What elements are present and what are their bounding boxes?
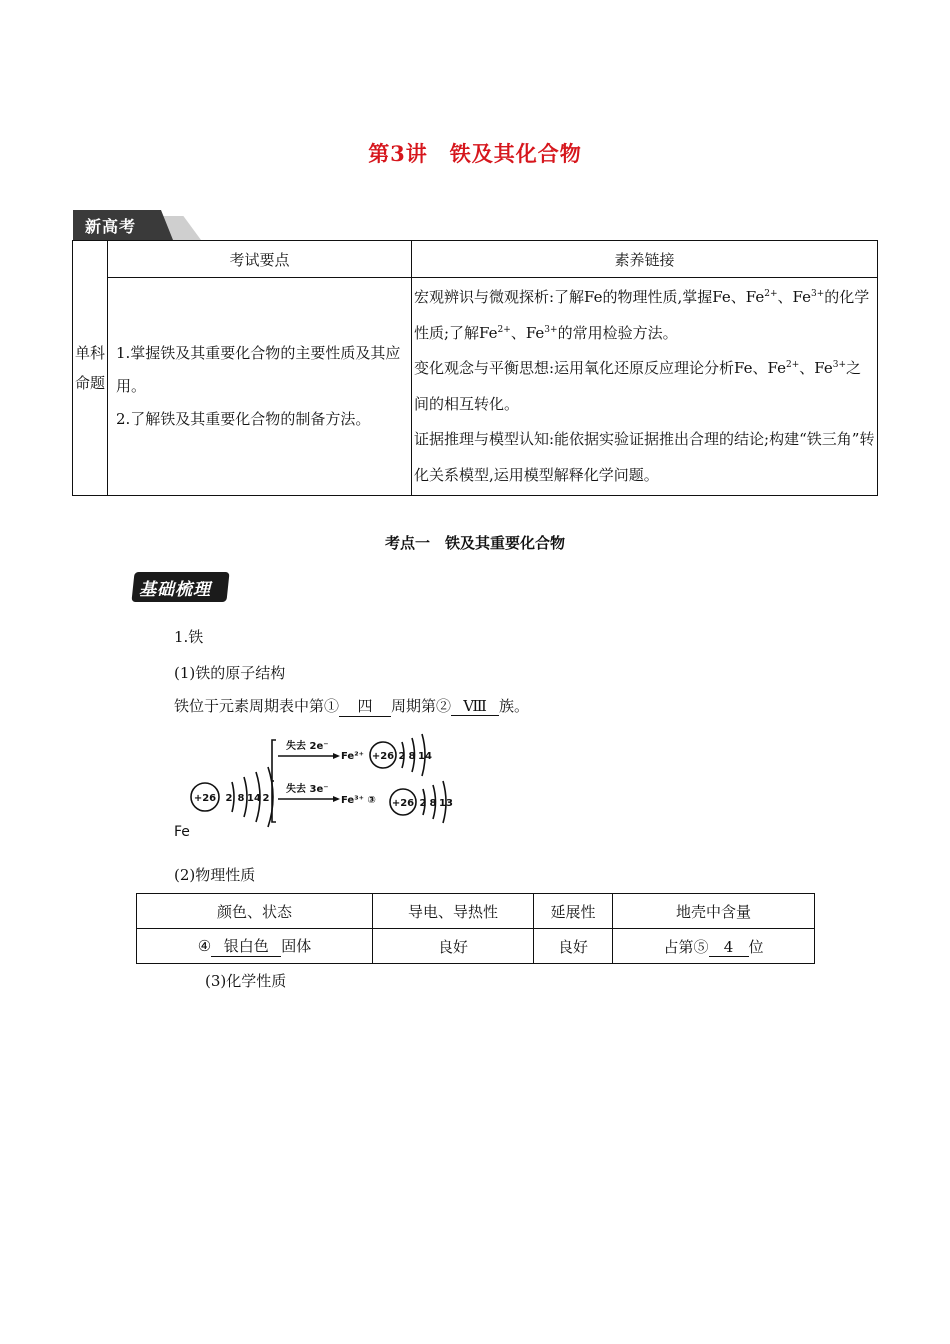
fe3-ion-label: Fe³⁺ ③: [341, 795, 376, 806]
fe2-shell: 14: [418, 751, 432, 762]
exam-points-cell: [108, 278, 412, 496]
blank-answer-5: 4: [709, 938, 749, 957]
header-color-state: 颜色、状态: [137, 894, 373, 929]
blank-answer-1: 四: [339, 695, 391, 717]
header-points: 考试要点: [108, 241, 412, 278]
fe3-shell: 13: [439, 798, 453, 809]
physical-properties-heading: (2)物理性质: [174, 866, 256, 884]
shell-label: 2: [262, 793, 270, 804]
header-competence: 素养链接: [412, 241, 878, 278]
nucleus-label: +26: [193, 793, 217, 804]
shell-label: 2: [225, 793, 233, 804]
lose-3e-label: 失去 3e⁻: [286, 784, 329, 795]
side-label: 单科命题: [74, 344, 105, 392]
cell-color-state: ④ 银白色 固体: [137, 929, 373, 964]
header-conductivity: 导电、导热性: [373, 894, 534, 929]
fe2-ion-label: Fe²⁺: [341, 751, 364, 762]
fe3-shell: 2: [419, 798, 427, 809]
shell-label: 8: [237, 793, 245, 804]
competence-item: 宏观辨识与微观探析:了解Fe的物理性质,掌握Fe、$Fe^{2+}$、$Fe^{3+}$的化学性质;了解$Fe^{2+}$、$Fe^{3+}$的常用检验方法。: [414, 288, 870, 342]
chemical-properties-heading: (3)化学性质: [205, 972, 287, 990]
fe2-nucleus: +26: [371, 751, 395, 762]
element-symbol: Fe: [174, 824, 190, 840]
competence-item: 变化观念与平衡思想:运用氧化还原反应理论分析Fe、$Fe^{2+}$、$Fe^{3+}$之间的相互转化。: [414, 359, 862, 413]
badge-label: 新高考: [85, 217, 137, 236]
competence-item: 证据推理与模型认知:能依据实验证据推出合理的结论;构建“铁三角”转化关系模型,运用模型解释化学问题。: [414, 430, 875, 484]
fe3-nucleus: +26: [391, 798, 415, 809]
blank-answer-4: 银白色: [211, 935, 281, 957]
header-crust-content: 地壳中含量: [613, 894, 815, 929]
fe3-shell: 8: [429, 798, 437, 809]
new-gaokao-badge: [73, 210, 203, 240]
blank-answer-2: Ⅷ: [451, 697, 499, 716]
period-statement: 铁位于元素周期表中第① 四 周期第② Ⅷ 族。: [174, 697, 530, 715]
atomic-structure-diagram: [170, 722, 470, 846]
shell-label: 14: [247, 793, 261, 804]
exam-point: 1.掌握铁及其重要化合物的主要性质及其应用。: [116, 344, 401, 395]
cell-conductivity: 良好: [373, 929, 534, 964]
iron-heading: 1.铁: [174, 628, 204, 646]
basics-label: 基础梳理: [133, 572, 228, 602]
side-label-cell: [73, 241, 108, 496]
fe2-shell: 8: [408, 751, 416, 762]
cell-crust-content: 占第⑤ 4 位: [613, 929, 815, 964]
header-ductility: 延展性: [534, 894, 613, 929]
cell-ductility: 良好: [534, 929, 613, 964]
exam-point: 2.了解铁及其重要化合物的制备方法。: [116, 410, 371, 428]
section-title: 考点一 铁及其重要化合物: [384, 534, 565, 552]
page-title: 第3讲 铁及其化合物: [368, 141, 582, 166]
fe2-shell: 2: [398, 751, 406, 762]
lose-2e-label: 失去 2e⁻: [286, 741, 329, 752]
physical-properties-table: [136, 893, 815, 964]
requirements-table: [72, 240, 878, 496]
atomic-structure-heading: (1)铁的原子结构: [174, 664, 286, 682]
competence-cell: [412, 278, 878, 496]
